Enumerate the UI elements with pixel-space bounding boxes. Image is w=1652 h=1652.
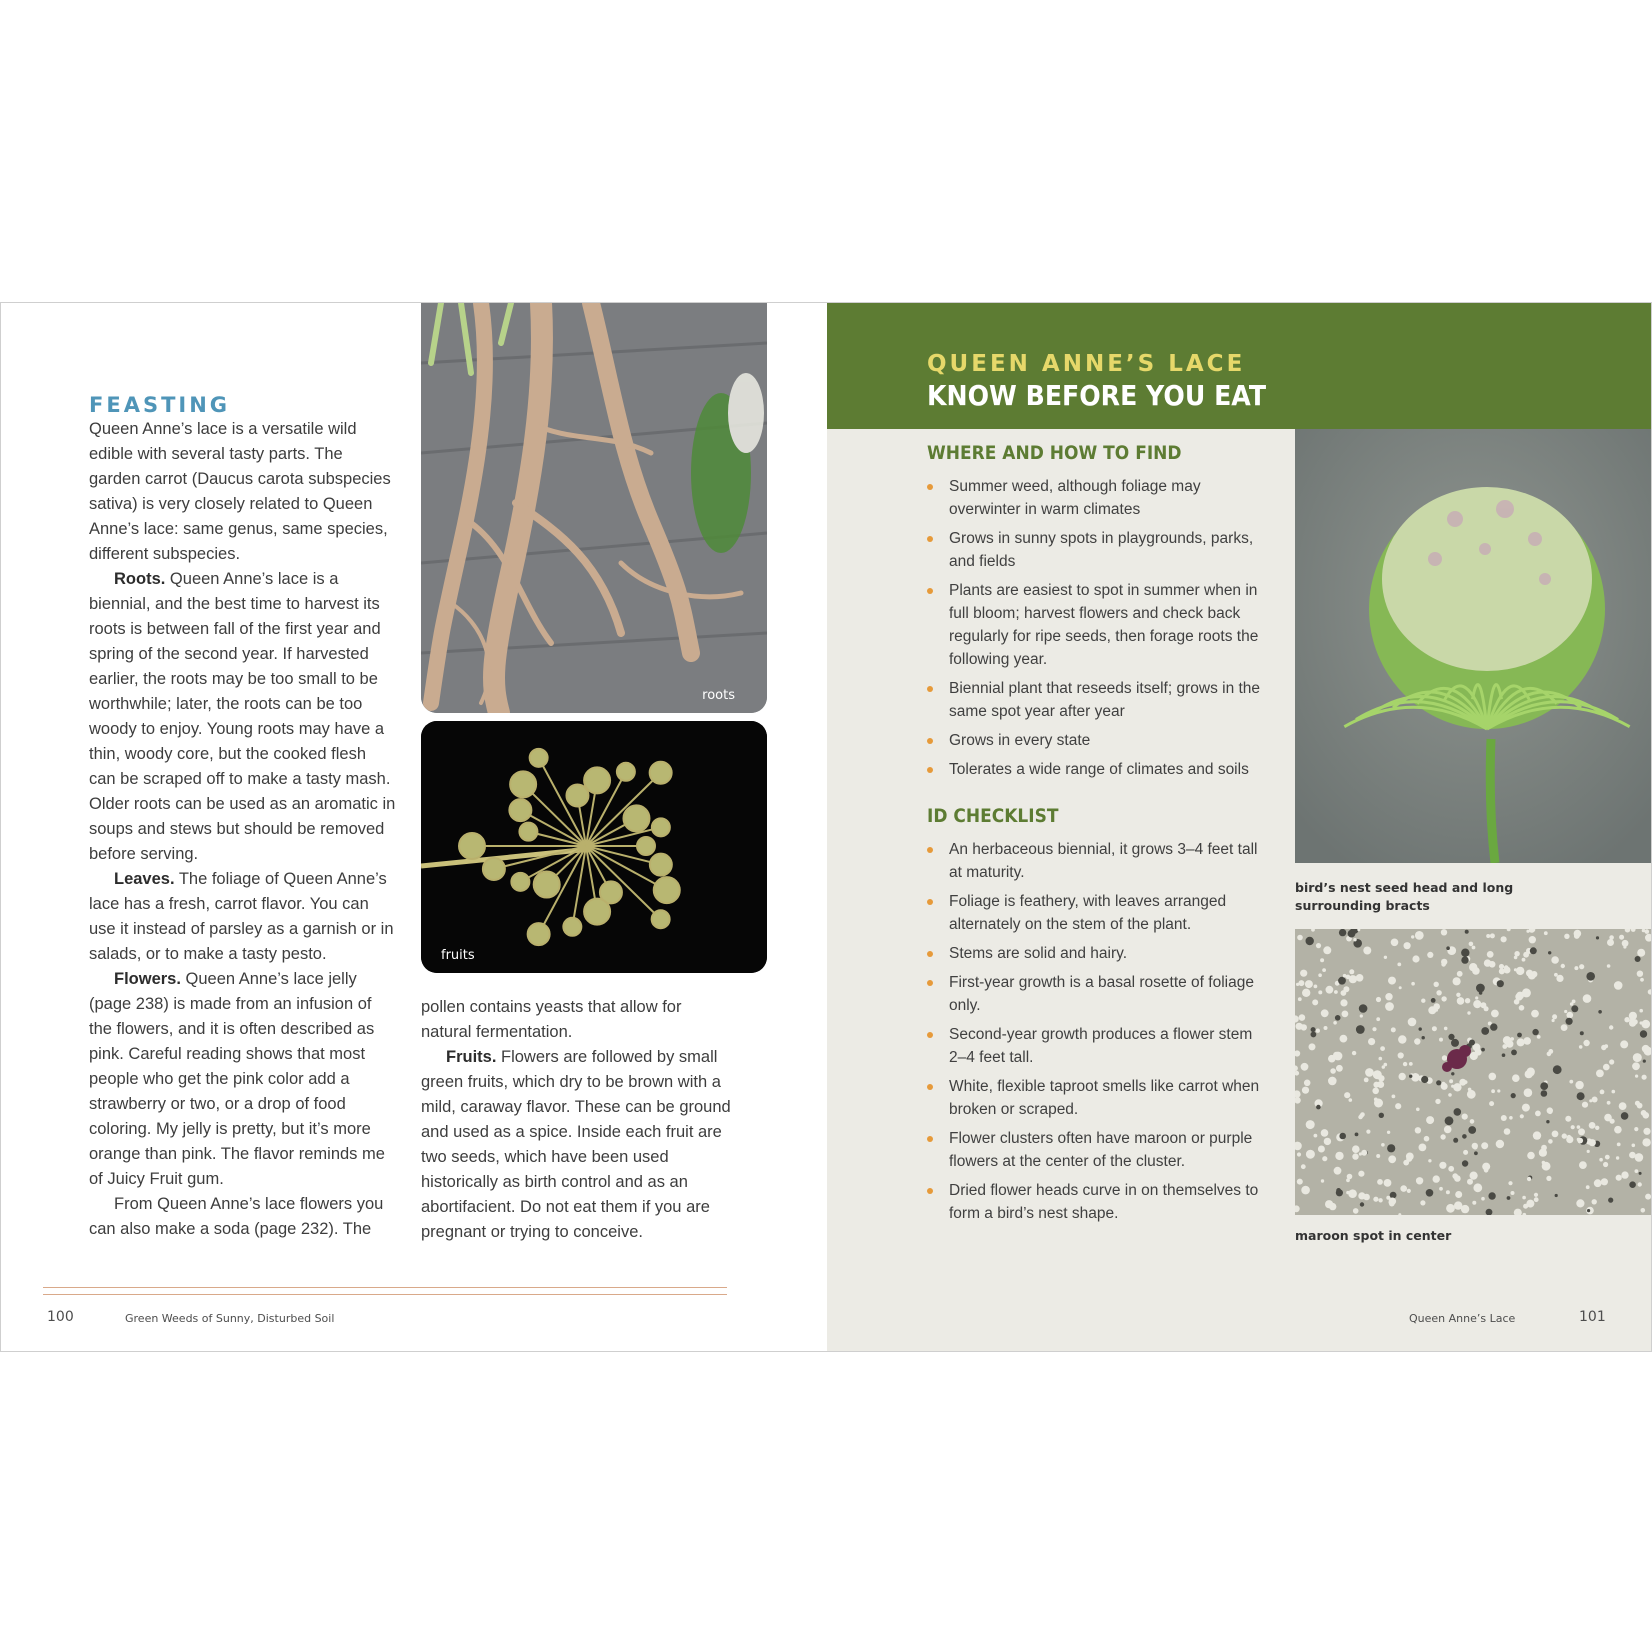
paragraph-label: Roots. xyxy=(114,570,166,588)
bullet-icon xyxy=(927,980,933,986)
left-column-text xyxy=(89,417,397,1242)
list-item-text: Dried flower heads curve in on themselves to form a bird’s nest shape. xyxy=(949,1182,1259,1222)
paragraph-label: Fruits. xyxy=(446,1048,497,1066)
paragraph-text: Flowers are followed by small green fruits, which dry to be brown with a mild, caraway flavor. These can be ground and used as a spice. Inside each fruit are two seeds, which have been used historically as birth control and as an abortifacient. Do not eat them if you are pregnant or trying to conceive. xyxy=(421,1048,731,1241)
list-item xyxy=(927,758,1267,781)
book-spread xyxy=(0,302,1652,1352)
bullet-icon xyxy=(927,951,933,957)
bullet-icon xyxy=(927,1188,933,1194)
seed-head-illustration xyxy=(1295,429,1651,863)
list-item-text: First-year growth is a basal rosette of foliage only. xyxy=(949,974,1254,1014)
left-page xyxy=(1,303,827,1351)
paragraph-text: Queen Anne’s lace jelly (page 238) is made from an infusion of the flowers, and it is often described as pink. Careful reading shows that most people who get the pink color add a strawberry or two, or a drop of food coloring. My jelly is pretty, but it’s more orange than pink. The flavor reminds me of Juicy Fruit gum. xyxy=(89,970,385,1188)
bullet-icon xyxy=(927,588,933,594)
seed-head-caption: bird’s nest seed head and long surrounding bracts xyxy=(1295,880,1514,913)
fruits-photo xyxy=(421,721,767,973)
where-to-find-list xyxy=(927,475,1267,787)
body-paragraph xyxy=(89,567,397,867)
bullet-icon xyxy=(927,847,933,853)
id-checklist-heading: ID CHECKLIST xyxy=(927,806,1059,827)
list-item-text: Tolerates a wide range of climates and soils xyxy=(949,761,1249,778)
footer-rule xyxy=(43,1287,727,1295)
body-paragraph xyxy=(421,995,733,1045)
paragraph-text: Queen Anne’s lace is a biennial, and the best time to harvest its roots is between fall of the first year and spring of the second year. If harvested earlier, the roots may be too small to be worthwhile; later, the roots can be too woody to enjoy. Young roots may have a thin, woody core, but the cooked flesh can be scraped off to make a tasty mash. Older roots can be used as an aromatic in soups and stews but should be removed before serving. xyxy=(89,570,396,863)
cluster-caption: maroon spot in center xyxy=(1295,1228,1452,1243)
page-title: KNOW BEFORE YOU EAT xyxy=(927,379,1267,412)
flower-cluster-illustration xyxy=(1295,929,1651,1215)
bullet-icon xyxy=(927,536,933,542)
feasting-heading: FEASTING xyxy=(89,393,231,417)
flower-cluster-photo xyxy=(1295,929,1651,1215)
paragraph-text: pollen contains yeasts that allow for natural fermentation. xyxy=(421,998,682,1041)
bullet-icon xyxy=(927,1084,933,1090)
list-item-text: Grows in every state xyxy=(949,732,1091,749)
body-paragraph xyxy=(89,867,397,967)
bullet-icon xyxy=(927,738,933,744)
list-item xyxy=(927,475,1267,521)
page-number-left: 100 xyxy=(47,1309,74,1325)
bullet-icon xyxy=(927,899,933,905)
list-item xyxy=(927,677,1267,723)
list-item xyxy=(927,579,1267,671)
list-item-text: Flower clusters often have maroon or purple flowers at the center of the cluster. xyxy=(949,1130,1253,1170)
list-item-text: White, flexible taproot smells like carrot when broken or scraped. xyxy=(949,1078,1260,1118)
list-item xyxy=(927,890,1267,936)
roots-illustration xyxy=(421,303,767,713)
paragraph-text: From Queen Anne’s lace flowers you can also make a soda (page 232). The xyxy=(89,1195,384,1238)
fruits-illustration xyxy=(421,721,767,973)
body-paragraph xyxy=(89,417,397,567)
paragraph-text: Queen Anne’s lace is a versatile wild edible with several tasty parts. The garden carrot (Daucus carota subspecies sativa) is very closely related to Queen Anne’s lace: same genus, same species, different subspecies. xyxy=(89,420,391,563)
list-item-text: Second-year growth produces a flower stem 2–4 feet tall. xyxy=(949,1026,1253,1066)
list-item xyxy=(927,942,1267,965)
bullet-icon xyxy=(927,1032,933,1038)
page-number-right: 101 xyxy=(1579,1309,1606,1325)
list-item xyxy=(927,1179,1267,1225)
where-to-find-heading: WHERE AND HOW TO FIND xyxy=(927,443,1182,464)
roots-caption: roots xyxy=(702,688,735,703)
list-item-text: An herbaceous biennial, it grows 3–4 feet tall at maturity. xyxy=(949,841,1258,881)
roots-photo xyxy=(421,303,767,713)
body-paragraph xyxy=(421,1045,733,1245)
list-item-text: Stems are solid and hairy. xyxy=(949,945,1128,962)
bullet-icon xyxy=(927,686,933,692)
list-item xyxy=(927,1127,1267,1173)
fruits-caption: fruits xyxy=(441,948,475,963)
bullet-icon xyxy=(927,484,933,490)
paragraph-label: Leaves. xyxy=(114,870,175,888)
list-item xyxy=(927,729,1267,752)
list-item-text: Plants are easiest to spot in summer when in full bloom; harvest flowers and check back regularly for ripe seeds, then forage roots the following year. xyxy=(949,582,1259,668)
list-item xyxy=(927,971,1267,1017)
paragraph-text: The foliage of Queen Anne’s lace has a fresh, carrot flavor. You can use it instead of parsley as a garnish or in salads, or to make a tasty pesto. xyxy=(89,870,394,963)
bullet-icon xyxy=(927,767,933,773)
plant-name-kicker: QUEEN ANNE’S LACE xyxy=(927,351,1246,377)
body-paragraph xyxy=(89,1192,397,1242)
running-head-right: Queen Anne’s Lace xyxy=(1409,1312,1516,1325)
bullet-icon xyxy=(927,1136,933,1142)
list-item xyxy=(927,1075,1267,1121)
list-item xyxy=(927,838,1267,884)
list-item-text: Grows in sunny spots in playgrounds, parks, and fields xyxy=(949,530,1254,570)
list-item-text: Summer weed, although foliage may overwinter in warm climates xyxy=(949,478,1201,518)
running-head-left: Green Weeds of Sunny, Disturbed Soil xyxy=(125,1312,335,1325)
right-column-text xyxy=(421,995,733,1245)
paragraph-label: Flowers. xyxy=(114,970,181,988)
list-item-text: Foliage is feathery, with leaves arranged alternately on the stem of the plant. xyxy=(949,893,1227,933)
list-item xyxy=(927,1023,1267,1069)
body-paragraph xyxy=(89,967,397,1192)
list-item xyxy=(927,527,1267,573)
title-banner xyxy=(827,303,1651,429)
seed-head-photo xyxy=(1295,429,1651,863)
right-page xyxy=(827,303,1651,1351)
id-checklist-list xyxy=(927,838,1267,1231)
list-item-text: Biennial plant that reseeds itself; grows in the same spot year after year xyxy=(949,680,1261,720)
